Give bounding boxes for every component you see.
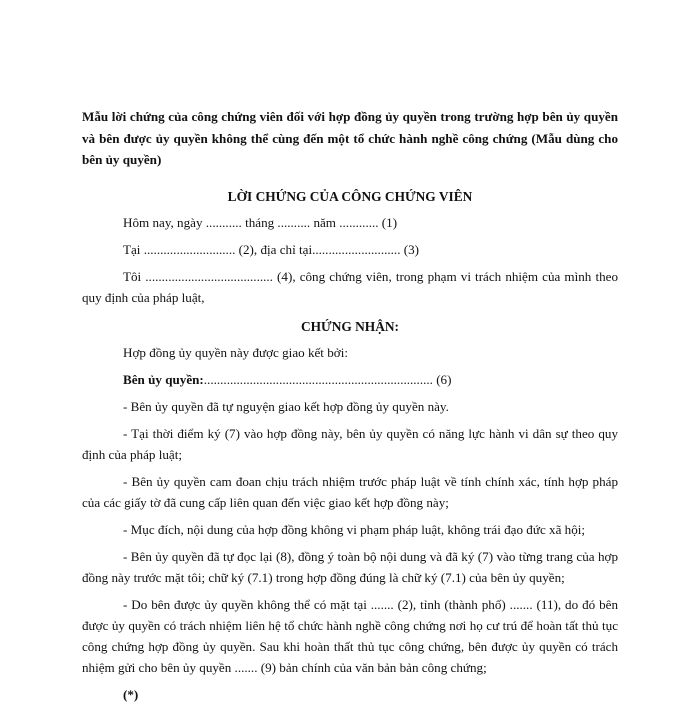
document-title: LỜI CHỨNG CỦA CÔNG CHỨNG VIÊN — [227, 188, 473, 204]
document-page — [82, 106, 618, 705]
item-absent-party: - Do bên được ủy quyền không thể có mặt tại ....... (2), tỉnh (thành phố) ....... (11), do đó bên được ủy quyền có trách nhiệm liên hệ tổ chức hành nghề công chứng nơi họ cư trú để hoàn tất thủ tục công chứng hợp đồng ủy quyền. Sau khi hoàn thất thủ tục công chứng, bên được ủy quyền có trách nhiệm gửi cho bên ủy quyền ....... (9) bản chính của văn bản bản công chứng; — [82, 596, 618, 675]
principal-fill: ...................................................................... (6) — [203, 371, 452, 387]
document-heading: Mẫu lời chứng của công chứng viên đối với hợp đồng ủy quyền trong trường hợp bên ủy quyền và bên được ủy quyền không thể cùng đến một tổ chức hành nghề công chứng (Mẫu dùng cho bên ủy quyền) — [82, 109, 618, 167]
place-line: Tại ............................ (2), địa chỉ tại........................... (3) — [123, 241, 420, 257]
principal-label: Bên ủy quyền: — [123, 371, 204, 387]
date-line: Hôm nay, ngày ........... tháng .......... năm ............ (1) — [123, 214, 398, 230]
certify-title: CHỨNG NHẬN: — [300, 318, 400, 334]
intro-line: Hợp đồng ủy quyền này được giao kết bởi: — [123, 344, 348, 360]
principal-line — [82, 369, 618, 390]
item-voluntary: - Bên ủy quyền đã tự nguyện giao kết hợp đồng ủy quyền này. — [123, 398, 449, 414]
notary-line: Tôi ....................................... (4), công chứng viên, trong phạm vi trách nhiệm của mình theo quy định của pháp luật, — [82, 268, 618, 305]
item-signature: - Bên ủy quyền đã tự đọc lại (8), đồng ý toàn bộ nội dung và đã ký (7) vào từng trang của hợp đồng này trước mặt tôi; chữ ký (7.1) trong hợp đồng đúng là chữ ký (7.1) của bên ủy quyền; — [82, 548, 618, 585]
item-capacity: - Tại thời điểm ký (7) vào hợp đồng này, bên ủy quyền có năng lực hành vi dân sự theo quy định của pháp luật; — [82, 425, 618, 462]
footnote-mark: (*) — [123, 686, 139, 702]
item-warranty: - Bên ủy quyền cam đoan chịu trách nhiệm trước pháp luật về tính chính xác, tính hợp pháp của các giấy tờ đã cung cấp liên quan đến việc giao kết hợp đồng này; — [82, 473, 618, 510]
item-purpose: - Mục đích, nội dung của hợp đồng không vi phạm pháp luật, không trái đạo đức xã hội; — [123, 521, 586, 537]
